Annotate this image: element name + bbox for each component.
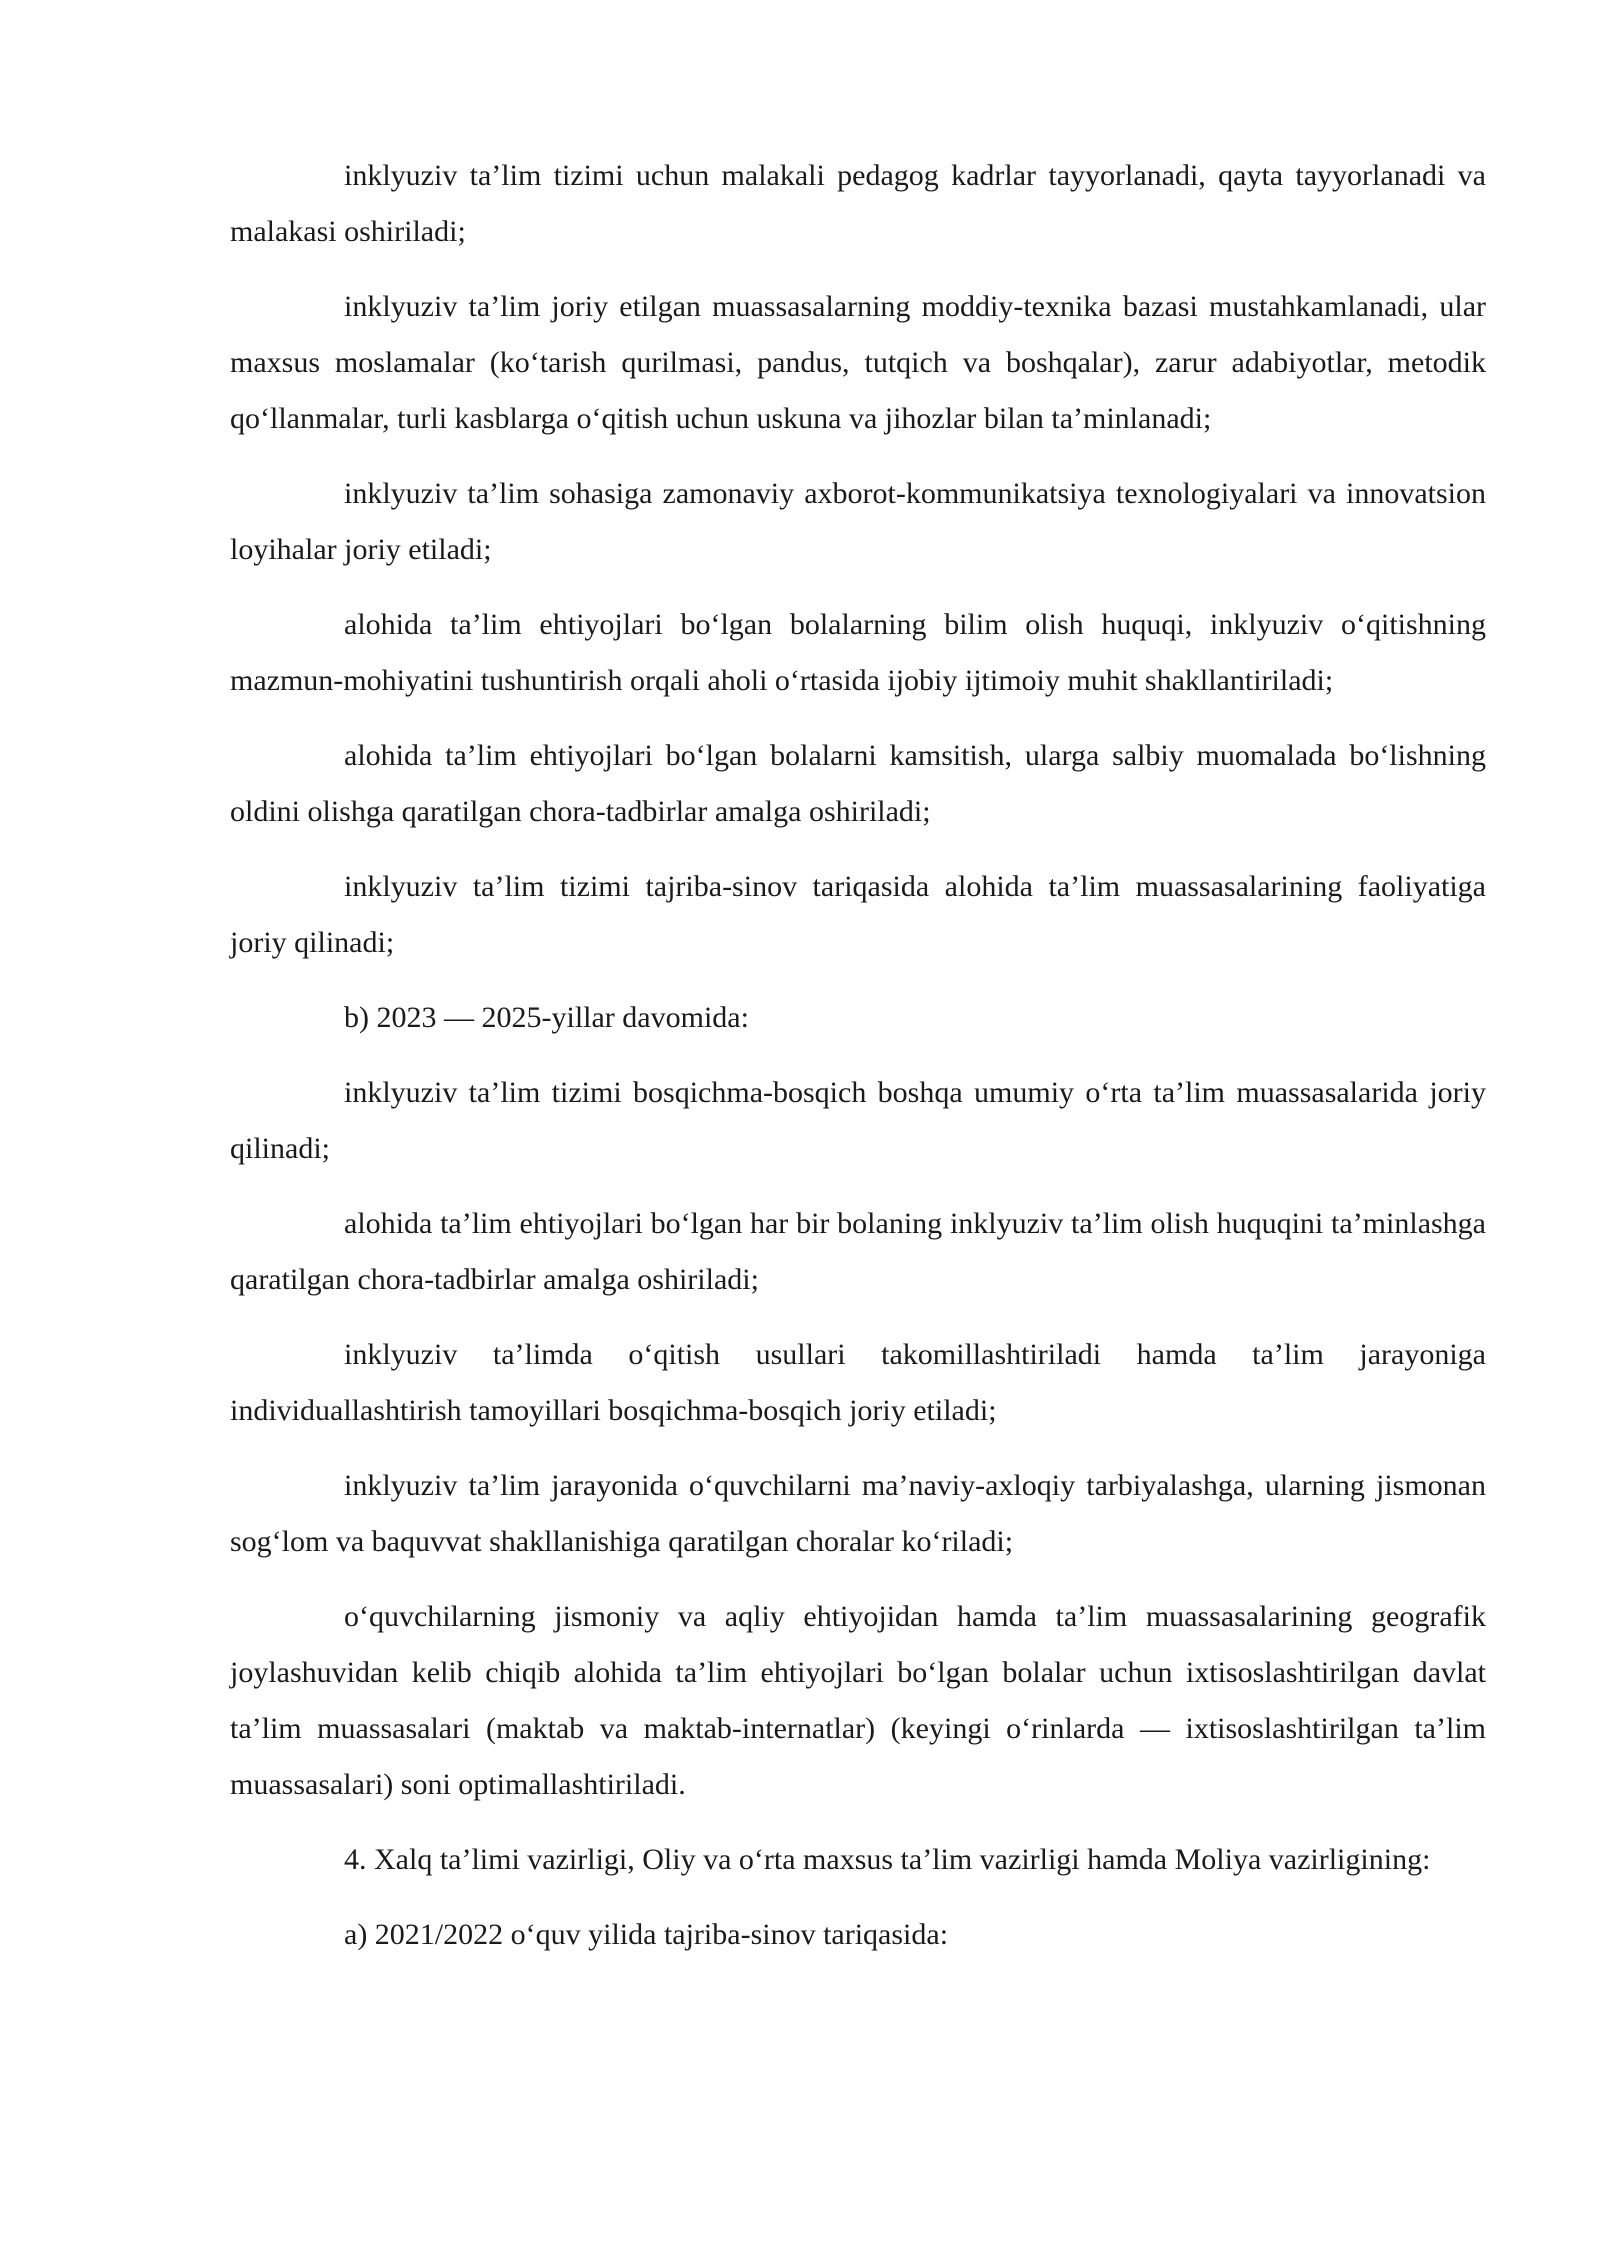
paragraph-gradual-rollout: inklyuziv ta’lim tizimi bosqichma-bosqich boshqa umumiy o‘rta ta’lim muassasalarida joriy qilinadi; bbox=[230, 1076, 1486, 1165]
paragraph-right-to-education: alohida ta’lim ehtiyojlari bo‘lgan har bir bolaning inklyuziv ta’lim olish huquqini ta’minlashga qaratilgan chora-tadbirlar amalga oshiriladi; bbox=[230, 1207, 1486, 1296]
paragraph-specialized-institutions: o‘quvchilarning jismoniy va aqliy ehtiyojidan hamda ta’lim muassasalarining geografik joylashuvidan kelib chiqib alohida ta’lim ehtiyojlari bo‘lgan bolalar uchun ixtisoslashtirilgan davlat ta’lim muassasalari (maktab va maktab-internatlar) (keyingi o‘rinlarda — ixtisoslashtirilgan ta’lim muassasalari) soni optimallashtiriladi. bbox=[230, 1600, 1486, 1801]
document-body bbox=[230, 148, 1486, 1982]
paragraph-material-base: inklyuziv ta’lim joriy etilgan muassasalarning moddiy-texnika bazasi mustahkamlanadi, ular maxsus moslamalar (ko‘tarish qurilmasi, pandus, tutqich va boshqalar), zarur adabiyotlar, metodik qo‘llanmalar, turli kasblarga o‘qitish uchun uskuna va jihozlar bilan ta’minlanadi; bbox=[230, 290, 1486, 435]
paragraph-teaching-methods: inklyuziv ta’limda o‘qitish usullari takomillashtiriladi hamda ta’lim jarayoniga individuallashtirish tamoyillari bosqichma-bosqich joriy etiladi; bbox=[230, 1338, 1486, 1427]
paragraph-anti-discrimination: alohida ta’lim ehtiyojlari bo‘lgan bolalarni kamsitish, ularga salbiy muomalada bo‘lishning oldini olishga qaratilgan chora-tadbirlar amalga oshiriladi; bbox=[230, 739, 1486, 828]
paragraph-teacher-training: inklyuziv ta’lim tizimi uchun malakali pedagog kadrlar tayyorlanadi, qayta tayyorlanadi va malakasi oshiriladi; bbox=[230, 159, 1486, 248]
paragraph-period-2023-2025: b) 2023 — 2025-yillar davomida: bbox=[344, 1001, 749, 1034]
paragraph-school-year-2021-2022: a) 2021/2022 o‘quv yilida tajriba-sinov tariqasida: bbox=[344, 1918, 949, 1951]
paragraph-social-environment: alohida ta’lim ehtiyojlari bo‘lgan bolalarning bilim olish huquqi, inklyuziv o‘qitishning mazmun-mohiyatini tushuntirish orqali aholi o‘rtasida ijobiy ijtimoiy muhit shakllantiriladi; bbox=[230, 608, 1486, 697]
paragraph-pilot-introduction: inklyuziv ta’lim tizimi tajriba-sinov tariqasida alohida ta’lim muassasalarining faoliyatiga joriy qilinadi; bbox=[230, 870, 1486, 959]
paragraph-ict-technologies: inklyuziv ta’lim sohasiga zamonaviy axborot-kommunikatsiya texnologiyalari va innovatsion loyihalar joriy etiladi; bbox=[230, 477, 1486, 566]
paragraph-moral-upbringing: inklyuziv ta’lim jarayonida o‘quvchilarni ma’naviy-axloqiy tarbiyalashga, ularning jismonan sog‘lom va baquvvat shakllanishiga qaratilgan choralar ko‘riladi; bbox=[230, 1469, 1486, 1558]
paragraph-ministries-section-4: 4. Xalq ta’limi vazirligi, Oliy va o‘rta maxsus ta’lim vazirligi hamda Moliya vazirligining: bbox=[344, 1843, 1431, 1876]
